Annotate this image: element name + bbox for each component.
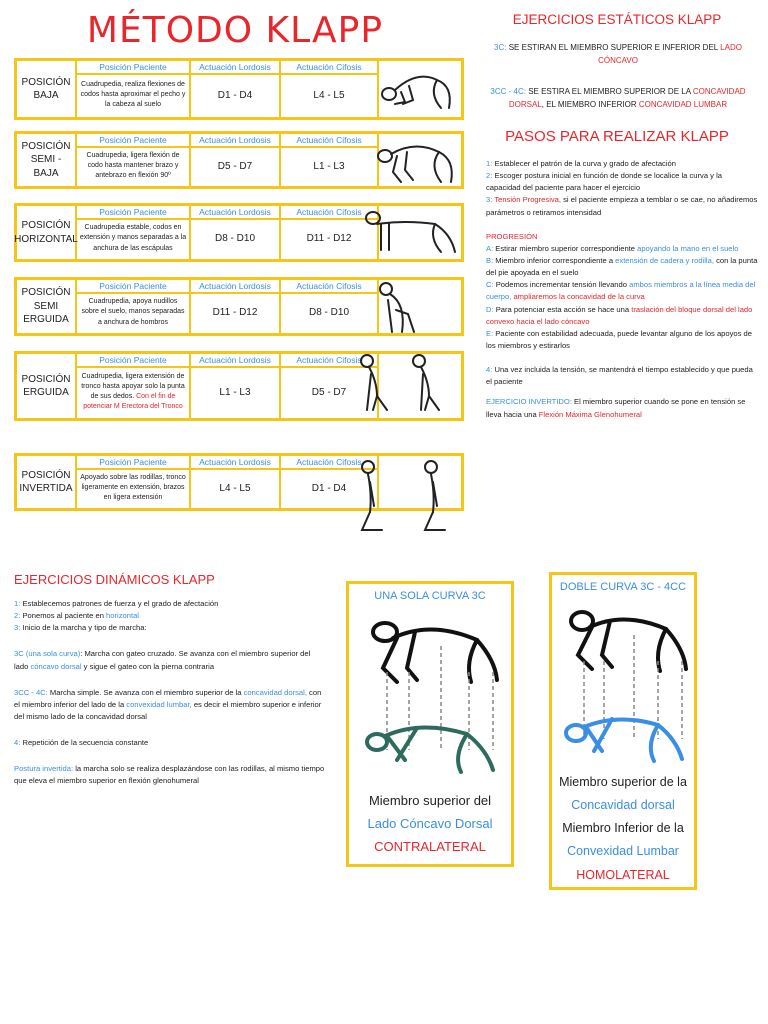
posture-description: Cuadrupedia, ligera flexión de codo hasta mantener brazo y antebrazo en flexión 90º [86,151,180,180]
paso-4: 4: Una vez incluida la tensión, se mantendrá el tiempo establecido y que pueda el paciente [486,365,753,387]
progresion-a: A: Estirar miembro superior correspondiente apoyando la mano en el suelo [486,243,739,253]
posture-name: POSICIÓN BAJA [17,61,77,117]
header-posicion: Posición Paciente [77,354,189,368]
progresion-d: D: Para potenciar esta acción se hace una traslación del bloque dorsal del lado convexo hacia el lado cóncavo [486,304,753,326]
progresion-c: C: Podemos incrementar tensión llevando ambos miembros a la línea media del cuerpo, ampliaremos la concavidad de la curva [486,280,756,302]
figure-semi-erguida [368,280,428,336]
box2-line2: Concavidad dorsal [571,798,675,813]
header-cifosis: Actuación Cifosis [281,456,377,470]
header-posicion: Posición Paciente [77,61,189,75]
box2-caption [552,771,694,887]
dinamico-3cc-4c: 3CC - 4C: Marcha simple. Se avanza con el miembro superior de la concavidad dorsal, con el miembro inferior del lado de la convexidad lumbar, es decir el miembro superior e inferior del mismo lado de la concavidad dorsal [14,687,322,721]
header-cifosis: Actuación Cifosis [281,206,377,220]
box1-title: UNA SOLA CURVA 3C [374,590,486,602]
posture-description: Apoyado sobre las rodillas, tronco ligeramente en extensión, brazos en ligera extensión [80,473,186,502]
cifosis-value: L4 - L5 [313,89,345,101]
cifosis-value: D1 - D4 [311,482,347,494]
figure-invertida-2 [415,458,465,534]
posture-name: POSICIÓN HORIZONTAL [17,206,77,259]
header-lordosis: Actuación Lordosis [191,354,279,368]
dinamicos-title: EJERCICIOS DINÁMICOS KLAPP [14,572,215,587]
dinamico-2: 2: Ponemos al paciente en horizontal [14,611,139,621]
text-3cc-a: SE ESTIRA EL MIEMBRO SUPERIOR DE LA [525,87,693,96]
figure-marcha-3c-4cc [558,599,692,769]
posture-name: POSICIÓN SEMI ERGUIDA [17,280,77,333]
box-una-sola-curva [346,581,514,867]
lordosis-value: D5 - D7 [217,160,253,172]
box2-line3: Miembro Inferior de la [562,821,684,836]
header-posicion: Posición Paciente [77,134,189,148]
header-cifosis: Actuación Cifosis [281,354,377,368]
dinamicos-list [14,598,326,788]
progresion-b: B: Miembro inferior correspondiente a extensión de cadera y rodilla, con la punta del pie apoyada en el suelo [486,255,758,278]
estaticos-3c [478,42,758,68]
header-cifosis: Actuación Cifosis [281,280,377,294]
header-cifosis: Actuación Cifosis [281,134,377,148]
dinamico-1: 1: Establecemos patrones de fuerza y el grado de afectación [14,599,219,608]
progresion-e: E: Paciente con estabilidad adecuada, puede levantar alguno de los apoyos de los miembros y estirarlos [486,328,752,350]
figure-invertida-1 [352,458,402,534]
posture-description: Cuadrupedia, apoya nudillos sobre el suelo, manos separadas a anchura de hombros [81,298,185,326]
pasos-list [486,158,758,421]
lordosis-value: D8 - D10 [214,233,255,244]
text-concavidad-dorsal: CONCAVIDAD DORSAL [508,87,746,109]
box2-line1: Miembro superior de la [559,775,687,789]
ejercicio-invertido: EJERCICIO INVERTIDO: El miembro superior cuando se pone en tensión se lleva hacia una Flexión Máxima Glenohumeral [486,397,746,419]
figure-erguida-2 [405,352,455,414]
box1-caption [349,790,511,858]
text-concavidad-lumbar: CONCAVIDAD LUMBAR [638,99,728,109]
estaticos-title: EJERCICIOS ESTÁTICOS KLAPP [512,12,722,27]
pasos-title: PASOS PARA REALIZAR KLAPP [505,128,729,145]
paso-3: 3: Tensión Progresiva, si el paciente empieza a temblar o se cae, no añadiremos parámetros o retiramos intensidad [486,195,758,217]
lordosis-value: D11 - D12 [212,307,258,318]
cifosis-value: D5 - D7 [311,386,347,398]
header-lordosis: Actuación Lordosis [191,280,279,294]
text-lado-concavo: LADO CÓNCAVO [598,43,742,65]
cifosis-value: L1 - L3 [313,160,345,172]
dinamico-3: 3: Inicio de la marcha y tipo de marcha: [14,623,147,633]
postura-invertida: Postura invertida: la marcha solo se realiza desplazándose con las rodillas, al mismo tiempo que eleva el miembro superior en flexión glenohumeral [14,764,325,786]
header-posicion: Posición Paciente [77,456,189,470]
key-3cc-4c: 3CC - 4C: [490,87,526,96]
box2-line5: HOMOLATERAL [576,867,670,882]
lordosis-value: D1 - D4 [217,89,253,101]
figure-marcha-3c [357,610,505,780]
figure-erguida-1 [355,352,405,414]
header-lordosis: Actuación Lordosis [191,456,279,470]
cifosis-value: D8 - D10 [308,307,349,318]
box2-line4: Convexidad Lumbar [567,844,679,859]
dinamico-4: 4: Repetición de la secuencia constante [14,738,149,748]
box2-title: DOBLE CURVA 3C - 4CC [559,581,687,593]
box1-line1: Miembro superior del [368,793,492,808]
figure-baja [365,64,465,112]
key-3c: 3C: [494,43,507,52]
text-3cc-b: , EL MIEMBRO INFERIOR [541,99,639,109]
posture-description: Cuadrupedia, ligera extensión de tronco hasta apoyar solo la punta de sus dedos. Con el fin de potenciar M Erectora del Tronco [81,372,185,411]
paso-1: 1: Establecer el patrón de la curva y grado de afectación [486,159,676,168]
box1-line2: Lado Cóncavo Dorsal [367,815,493,831]
header-lordosis: Actuación Lordosis [191,206,279,220]
posture-name: POSICIÓN ERGUIDA [17,354,77,418]
paso-2: 2: Escoger postura inicial en función de donde se localice la curva y la capacidad del paciente para hacer el ejercicio [486,171,722,193]
header-lordosis: Actuación Lordosis [191,61,279,75]
posture-name: POSICIÓN SEMI - BAJA [17,134,77,186]
posture-description: Cuadrupedia, realiza flexiones de codos hasta aproximar el pecho y la cabeza al suelo [80,80,186,109]
cifosis-value: D11 - D12 [306,233,352,244]
lordosis-value: L1 - L3 [219,386,251,398]
text-3c: SE ESTIRAN EL MIEMBRO SUPERIOR E INFERIOR DEL [506,43,721,52]
box1-line3: CONTRALATERAL [374,838,486,854]
header-posicion: Posición Paciente [77,280,189,294]
posture-description: Cuadrupedia estable, codos en extensión y manos separadas a la anchura de las escápulas [79,224,187,252]
progresion-title: PROGRESIÓN [486,231,538,241]
figure-semi-baja [365,134,465,186]
header-cifosis: Actuación Cifosis [281,61,377,75]
dinamico-3c: 3C (una sola curva): Marcha con gateo cruzado. Se avanza con el miembro superior del lado cóncavo dorsal y sigue el gateo con la pierna contraria [14,649,311,671]
posture-name: POSICIÓN INVERTIDA [17,456,77,508]
lordosis-value: L4 - L5 [219,482,251,494]
header-posicion: Posición Paciente [77,206,189,220]
header-lordosis: Actuación Lordosis [191,134,279,148]
box-doble-curva [549,572,697,890]
estaticos-3cc-4c [478,86,758,112]
figure-horizontal [355,206,465,256]
page-title: MÉTODO KLAPP [86,10,384,51]
